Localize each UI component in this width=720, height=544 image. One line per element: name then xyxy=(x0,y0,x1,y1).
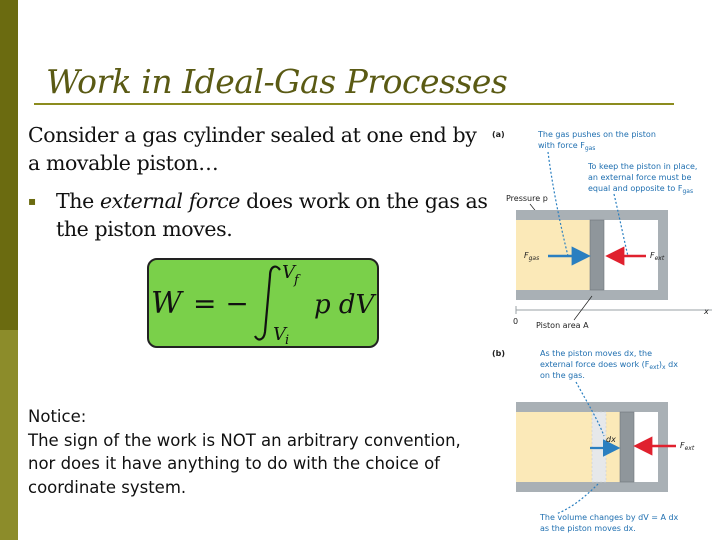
moves-line1: As the piston moves dx, the xyxy=(540,349,653,358)
bullet-text xyxy=(56,187,488,243)
sidebar-bar-lower xyxy=(0,330,18,540)
piston-area-label: Piston area A xyxy=(536,321,589,330)
slide-title: Work in Ideal-Gas Processes xyxy=(46,62,508,101)
part-a-label: (a) xyxy=(492,130,505,139)
keep-line2: an external force must be xyxy=(588,173,692,182)
lower-limit: V xyxy=(273,324,286,345)
piston-b xyxy=(620,412,634,482)
intro-text: Consider a gas cylinder sealed at one end by a movable piston… xyxy=(28,123,477,175)
bullet-item xyxy=(28,187,488,243)
integrand: p dV xyxy=(314,290,375,320)
notice-body: The sign of the work is NOT an arbitrary convention, nor does it have anything to do with the choice of coordinate system. xyxy=(28,430,461,497)
upper-limit: V xyxy=(282,262,295,283)
square-bullet-icon: ▪ xyxy=(28,194,36,208)
gas-push-line2: with force $F_{gas}$ xyxy=(538,141,596,152)
equation-sign: = − xyxy=(193,287,249,320)
dx-label: dx xyxy=(606,435,616,444)
bullet-prefix: The xyxy=(56,189,100,213)
f-gas-label: $F_{gas}$ xyxy=(524,251,540,262)
piston-diagram xyxy=(486,124,720,540)
work-equation xyxy=(149,260,377,346)
bullet-suffix: does work on the gas as the piston moves. xyxy=(56,189,488,241)
moves-line3: on the gas. xyxy=(540,371,585,380)
notice-heading: Notice: xyxy=(28,407,87,426)
keep-line1: To keep the piston in place, xyxy=(588,162,698,171)
axis-label: x xyxy=(704,307,709,316)
volume-line2: as the piston moves dx. xyxy=(540,524,636,533)
f-ext-b-label: $F_{ext}$ xyxy=(680,441,695,452)
f-ext-label: $F_{ext}$ xyxy=(650,251,665,262)
gas-push-line1: The gas pushes on the piston xyxy=(538,130,656,139)
notice-block xyxy=(28,405,468,499)
origin-label: 0 xyxy=(513,317,519,326)
title-underline xyxy=(34,103,674,105)
work-equation-box xyxy=(147,258,379,348)
keep-line3: equal and opposite to $F_{gas}$ xyxy=(588,184,694,195)
moves-line2: external force does work $(F_{ext})_x$ dx xyxy=(540,360,678,371)
upper-limit-sub: f xyxy=(294,273,299,288)
piston-a xyxy=(590,220,604,290)
part-b-label: (b) xyxy=(492,349,506,358)
piston-figure xyxy=(486,124,720,540)
pressure-label: Pressure p xyxy=(506,194,548,203)
volume-line1: The volume changes by dV = A dx xyxy=(540,513,679,522)
bullet-emphasis: external force xyxy=(99,189,241,213)
lower-limit-sub: i xyxy=(285,333,290,346)
equation-lhs: W xyxy=(151,286,182,321)
